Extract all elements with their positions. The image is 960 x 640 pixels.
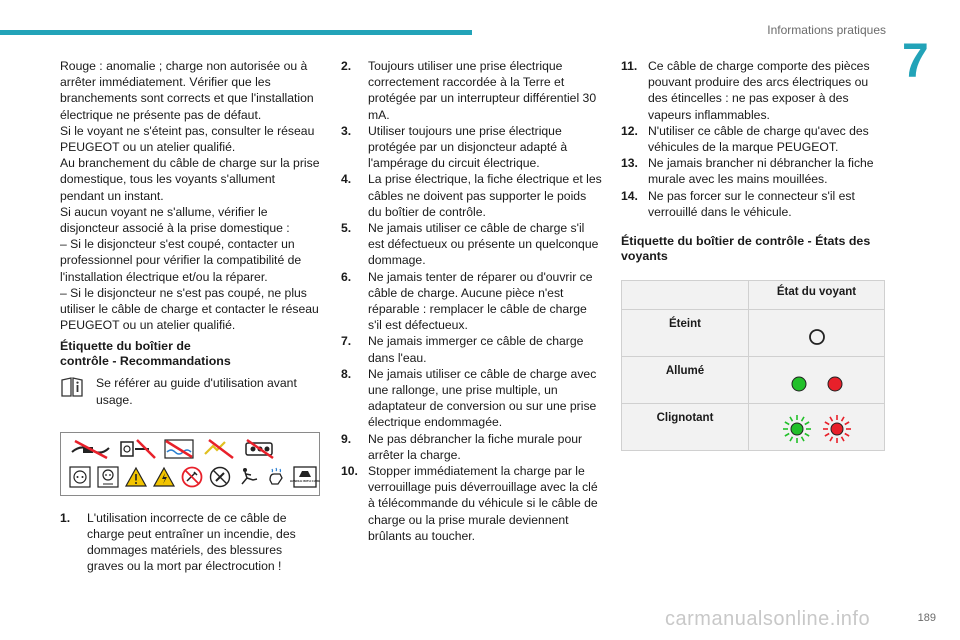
list-item-number: 5.: [341, 221, 352, 236]
book-info-icon: [60, 375, 84, 399]
list-item-number: 6.: [341, 269, 352, 284]
socket-icon: [69, 466, 91, 488]
table-header-cell: État du voyant: [749, 281, 885, 310]
list-item-text: Ne pas débrancher la fiche murale pour arrêter la charge.: [368, 431, 583, 462]
list-item-text: Stopper immédiatement la charge par le verrouillage puis déverrouillage avec la clé à télécommande du véhicule si le câble de charge ou la prise murale deviennent brûlants au toucher.: [368, 464, 598, 543]
list-item: [341, 431, 603, 463]
warning-pictograms-label: [60, 432, 320, 496]
led-off-icon: [805, 316, 829, 346]
list-item: [60, 510, 322, 575]
blink-ray: [844, 434, 848, 437]
paragraph: Si aucun voyant ne s'allume, vérifier le disjoncteur associé à la prise domestique :: [60, 204, 290, 236]
no-water-immersion-icon: [163, 438, 195, 460]
list-item: [341, 463, 603, 544]
heading-line: Étiquette du boîtier de: [60, 339, 191, 354]
paragraph: Au branchement du câble de charge sur la prise domestique, tous les voyants s'allument pendant un instant.: [60, 156, 320, 203]
list-item-text: Utiliser toujours une prise électrique protégée par un disjoncteur adapté à l'ampérage du circuit électrique.: [368, 123, 568, 171]
blink-ray: [801, 437, 804, 441]
pictogram-row: [69, 466, 321, 488]
list-item-number: 13.: [621, 156, 638, 171]
led-state-label: Allumé: [622, 357, 749, 404]
page-header-title: Informations pratiques: [767, 23, 886, 37]
paragraph: Si le voyant ne s'éteint pas, consulter le réseau PEUGEOT ou un atelier qualifié.: [60, 123, 315, 155]
column-right: [621, 58, 889, 451]
led-state-label: Clignotant: [622, 404, 749, 451]
pictogram-row: [69, 438, 277, 460]
list-item-number: 9.: [341, 431, 352, 446]
section-heading-recommendations: [60, 339, 322, 369]
list-item: [341, 220, 603, 269]
no-disassembly-icon: [181, 466, 203, 488]
list-item: [621, 188, 889, 220]
list-item-number: 14.: [621, 188, 638, 203]
list-item-number: 3.: [341, 123, 352, 138]
led-state-value: [749, 357, 885, 404]
table-header-row: [622, 281, 885, 310]
no-repair-icon: [209, 466, 231, 488]
no-extension-cord-icon: [69, 438, 113, 460]
led-state-value: [749, 404, 885, 451]
list-item: [621, 155, 889, 187]
handle-with-care-icon: [289, 466, 321, 488]
list-item-text: N'utiliser ce câble de charge qu'avec des véhicules de la marque PEUGEOT.: [648, 123, 869, 155]
paragraph: – Si le disjoncteur s'est coupé, contacter un professionnel pour vérifier la compatibilité de l'installation électrique et/ou la réparer.: [60, 237, 302, 284]
no-wall-socket-adapter-icon: [119, 438, 157, 460]
blink-ray: [801, 417, 804, 421]
blink-ray: [804, 422, 808, 425]
info-note-text: Se référer au guide d'utilisation avant usage.: [96, 376, 297, 407]
no-sparks-icon: [201, 438, 237, 460]
no-pulling-cable-icon: [237, 466, 259, 488]
list-item-number: 12.: [621, 123, 638, 138]
list-item-number: 2.: [341, 59, 352, 73]
blink-ray: [824, 434, 828, 437]
list-item-text: Toujours utiliser une prise électrique correctement raccordée à la Terre et protégée par un interrupteur différentiel 30 mA.: [368, 59, 597, 122]
table-row: [622, 310, 885, 357]
recommendations-list: [341, 58, 603, 544]
list-item: [341, 269, 603, 334]
list-item-number: 10.: [341, 464, 358, 479]
paragraph: Rouge : anomalie ; charge non autorisée ou à arrêter immédiatement. Vérifier que les branchements sont corrects et que l'installation électrique ne présente pas de défaut.: [60, 59, 314, 122]
no-wet-hands-icon: [265, 466, 287, 488]
blink-ray: [790, 437, 793, 441]
paragraph: – Si le disjoncteur ne s'est pas coupé, ne plus utiliser le câble de charge et contacter le réseau PEUGEOT ou un atelier qualifié.: [60, 285, 319, 333]
blink-ray: [824, 422, 828, 425]
electric-shock-icon: [153, 466, 175, 488]
blink-ray: [830, 437, 833, 441]
table-header-cell: [622, 281, 749, 310]
led-on-icon: [782, 363, 852, 393]
blink-ray: [790, 417, 793, 421]
table-row: [622, 357, 885, 404]
list-item-number: 1.: [60, 510, 71, 525]
no-multi-plug-icon: [243, 438, 277, 460]
led-state-label: Éteint: [622, 310, 749, 357]
socket-breaker-icon: [97, 466, 119, 488]
list-item: [621, 58, 889, 123]
list-item-text: Ne jamais tenter de réparer ou d'ouvrir ce câble de charge. Aucune pièce n'est réparable : remplacer le câble de charge s'il est défectueux.: [368, 269, 593, 333]
list-item: [341, 123, 603, 172]
heading-line: contrôle - Recommandations: [60, 354, 231, 369]
info-note: [60, 375, 322, 407]
blink-ray: [830, 417, 833, 421]
list-item: [341, 58, 603, 123]
led-state-value: [749, 310, 885, 357]
recommendations-list: [60, 510, 322, 575]
list-item-text: Ne jamais immerger ce câble de charge dans l'eau.: [368, 334, 584, 365]
list-item-number: 11.: [621, 59, 638, 73]
list-item-text: Ce câble de charge comporte des pièces pouvant produire des arcs électriques ou des étincelles : ne pas exposer à des vapeurs inflammables.: [648, 59, 870, 122]
blink-ray: [841, 437, 844, 441]
list-item-text: Ne pas forcer sur le connecteur s'il est verrouillé dans le véhicule.: [648, 188, 855, 219]
list-item-text: Ne jamais brancher ni débrancher la fiche murale avec les mains mouillées.: [648, 156, 874, 187]
list-item-text: Ne jamais utiliser ce câble de charge avec une rallonge, une prise multiple, un adaptateur de conversion ou sur une prise électrique endommagée.: [368, 366, 597, 430]
svg-text:HANDLE WITH CARE: HANDLE WITH CARE: [289, 478, 321, 483]
section-heading-led-states: Étiquette du boîtier de contrôle - États des voyants: [621, 234, 871, 264]
page-number: 189: [917, 612, 936, 624]
blink-ray: [804, 434, 808, 437]
list-item: [341, 366, 603, 431]
list-item-number: 8.: [341, 366, 352, 381]
table-row: [622, 404, 885, 451]
watermark-text: carmanualsonline.info: [665, 608, 871, 630]
header-accent-bar: [0, 30, 472, 35]
warning-triangle-icon: [125, 466, 147, 488]
list-item: [341, 333, 603, 365]
list-item-number: 7.: [341, 334, 352, 349]
chapter-number: 7: [902, 35, 929, 88]
list-item-text: L'utilisation incorrecte de ce câble de charge peut entraîner un incendie, des dommages matériels, des blessures graves ou la mort par électrocution !: [87, 510, 296, 574]
list-item: [341, 171, 603, 220]
list-item-number: 4.: [341, 172, 352, 187]
list-item-text: Ne jamais utiliser ce câble de charge s'il est défectueux ou présente un quelconque dommage.: [368, 221, 599, 268]
blink-ray: [841, 417, 844, 421]
blink-ray: [784, 434, 788, 437]
blink-ray: [844, 422, 848, 425]
column-middle: [341, 58, 603, 544]
column-left: [60, 58, 322, 575]
blink-ray: [784, 422, 788, 425]
list-item-text: La prise électrique, la fiche électrique et les câbles ne doivent pas supporter le poids du boîtier de contrôle.: [368, 172, 602, 219]
led-states-table: [621, 280, 885, 451]
led-blinking-icon: [775, 410, 859, 444]
list-item: [621, 123, 889, 155]
recommendations-list: [621, 58, 889, 220]
